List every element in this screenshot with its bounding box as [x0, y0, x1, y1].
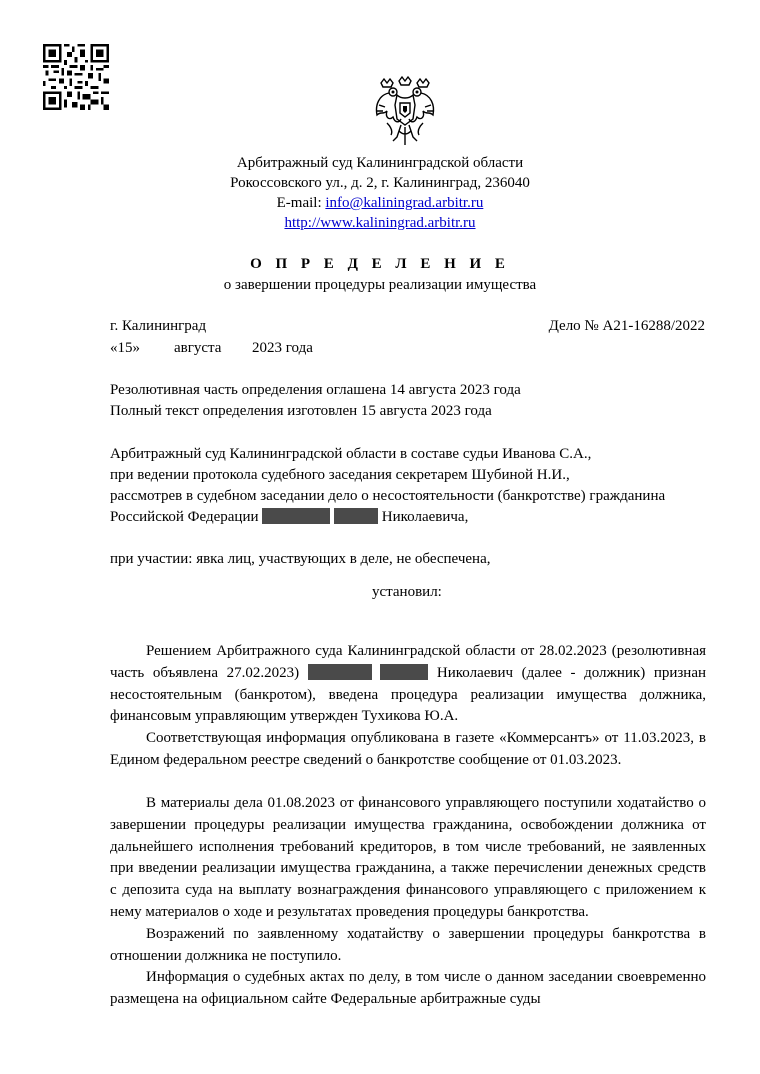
participation: при участии: явка лиц, участвующих в деле, не обеспечена, — [110, 551, 491, 567]
paragraph-5: Информация о судебных актах по делу, в том числе о данном заседании своевременно размещена на официальном сайте Федеральные арбитражные суды — [110, 969, 706, 1007]
date-day: «15» — [110, 340, 140, 356]
website-link[interactable]: http://www.kaliningrad.arbitr.ru — [284, 215, 476, 231]
city: г. Калининград — [110, 318, 207, 334]
established-heading: установил: — [372, 584, 442, 600]
redaction-block — [308, 664, 372, 680]
fulltext-made: Полный текст определения изготовлен 15 августа 2023 года — [110, 403, 492, 419]
court-website-line — [0, 213, 760, 233]
date-year: 2023 года — [252, 340, 313, 356]
intro-line-3: рассмотрев в судебном заседании дело о несостоятельности (банкротстве) гражданина — [110, 488, 666, 504]
paragraph-2: Соответствующая информация опубликована в газете «Коммерсантъ» от 11.03.2023, в Едином федеральном реестре сведений о банкротстве сообщение от 01.03.2023. — [110, 730, 706, 768]
intro-line-1: Арбитражный суд Калининградской области в составе судьи Иванова С.А., — [110, 446, 592, 462]
paragraph-1: Решением Арбитражного суда Калининградской области от 28.02.2023 (резолютивная часть объявлена 27.02.2023) Николаевич (далее - должник) признан несостоятельным (банкротом), введена процедура реализации имущества должника, финансовым управляющим утвержден Тухикова Ю.А. — [110, 643, 707, 725]
redaction-block — [380, 664, 428, 680]
qr-code-icon — [43, 44, 109, 110]
paragraph-3: В материалы дела 01.08.2023 от финансового управляющего поступили ходатайство о завершении процедуры реализации имущества гражданина, освобождении должника от дальнейшего исполнения требований кредиторов, в том числе требований, не заявленных при введении реализации имущества гражданина, а также перечислении денежных средств с депозита суда на выплату вознаграждения финансового управляющего с приложением к нему материалов о ходе и результатах проведения процедуры банкротства. — [110, 795, 706, 920]
court-email-line — [0, 193, 760, 213]
email-link[interactable]: info@kaliningrad.arbitr.ru — [325, 195, 484, 211]
document-title: О П Р Е Д Е Л Е Н И Е — [250, 256, 510, 272]
case-number: Дело № А21-16288/2022 — [548, 318, 705, 334]
russian-coat-of-arms-emblem — [373, 75, 437, 147]
intro-line-4 — [110, 507, 468, 527]
resolution-announced: Резолютивная часть определения оглашена 14 августа 2023 года — [110, 382, 521, 398]
court-name: Арбитражный суд Калининградской области — [236, 155, 524, 171]
date-month: августа — [174, 340, 222, 356]
paragraph-4: Возражений по заявленному ходатайству о завершении процедуры банкротства в отношении должника не поступило. — [110, 926, 706, 964]
intro-line-4-end: Николаевича, — [381, 509, 469, 525]
intro-line-4-start: Российской Федерации — [110, 509, 259, 525]
intro-line-2: при ведении протокола судебного заседания секретарем Шубиной Н.И., — [110, 467, 570, 483]
redaction-block — [262, 508, 330, 524]
court-address: Рокоссовского ул., д. 2, г. Калининград, 236040 — [230, 175, 530, 191]
document-subtitle: о завершении процедуры реализации имущества — [223, 277, 537, 293]
email-label: E-mail: — [276, 195, 326, 211]
redaction-block — [334, 508, 378, 524]
